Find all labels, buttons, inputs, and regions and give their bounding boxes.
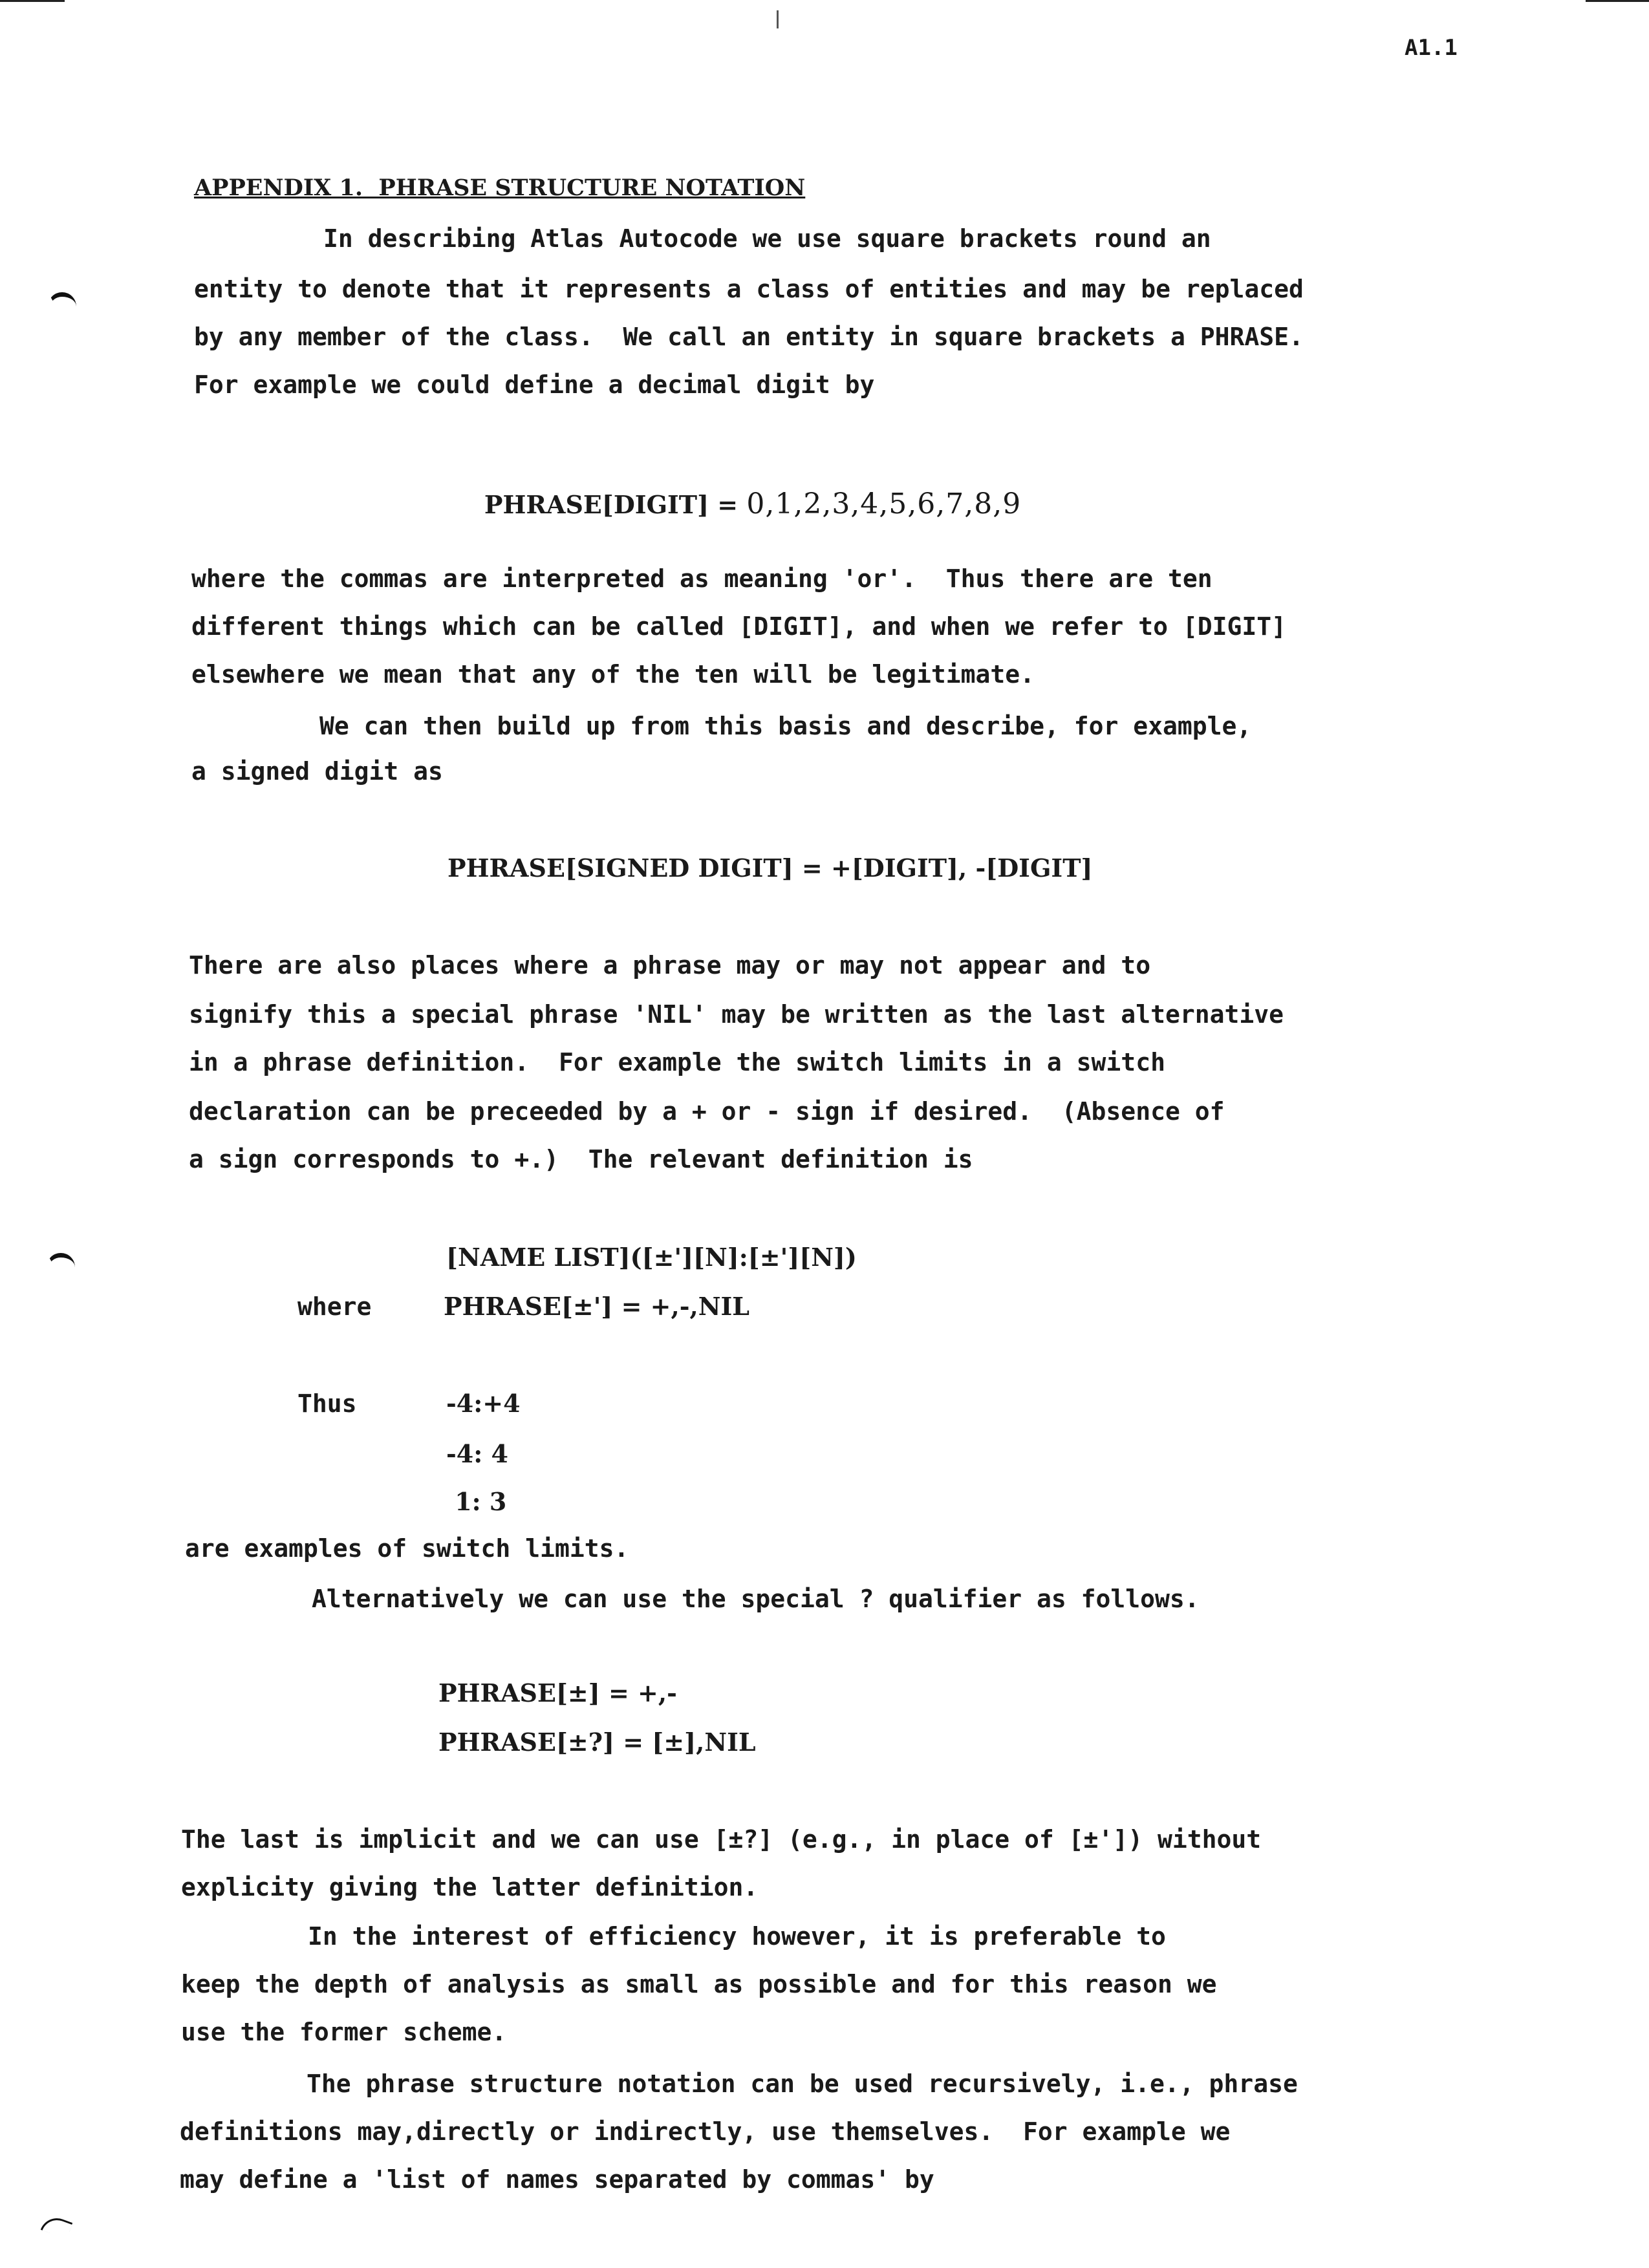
text-line: different things which can be called [DIGIT], and when we refer to [DIGIT] <box>191 612 1286 641</box>
top-right-scan-line <box>1586 0 1649 2</box>
text-line: in a phrase definition. For example the switch limits in a switch <box>189 1048 1165 1076</box>
digit-formula <box>450 465 1021 543</box>
text-line: signify this a special phrase 'NIL' may be written as the last alternative <box>189 1000 1284 1029</box>
text-line: keep the depth of analysis as small as possible and for this reason we <box>181 1970 1217 1998</box>
signed-digit-formula: PHRASE[SIGNED DIGIT] = +[DIGIT], -[DIGIT] <box>447 853 1093 883</box>
digit-formula-rhs: 0,1,2,3,4,5,6,7,8,9 <box>746 487 1022 520</box>
text-line: a signed digit as <box>191 757 443 786</box>
qualifier-definition: PHRASE[±] = +,- <box>438 1678 677 1707</box>
text-line: There are also places where a phrase may or may not appear and to <box>189 951 1151 979</box>
text-line: The last is implicit and we can use [±?] (e.g., in place of [±']) without <box>181 1825 1262 1854</box>
thus-label: Thus <box>297 1389 357 1418</box>
top-left-scan-line <box>0 0 65 2</box>
text-line: The phrase structure notation can be used recursively, i.e., phrase <box>307 2070 1298 2098</box>
switch-example: 1: 3 <box>446 1487 507 1516</box>
text-line: In the interest of efficiency however, it is preferable to <box>308 1922 1166 1951</box>
text-line: where the commas are interpreted as meaning 'or'. Thus there are ten <box>191 564 1212 593</box>
text-line: declaration can be preceeded by a + or - sign if desired. (Absence of <box>189 1097 1225 1126</box>
text-line: In describing Atlas Autocode we use square brackets round an <box>323 224 1211 253</box>
text-line: Alternatively we can use the special ? qualifier as follows. <box>312 1585 1200 1613</box>
text-line: definitions may,directly or indirectly, use themselves. For example we <box>180 2117 1231 2146</box>
punch-mark-3 <box>41 2213 73 2239</box>
qualifier-definition: PHRASE[±?] = [±],NIL <box>438 1728 756 1757</box>
text-line: are examples of switch limits. <box>185 1534 629 1563</box>
text-line: by any member of the class. We call an entity in square brackets a PHRASE. <box>194 323 1304 351</box>
text-line: a sign corresponds to +.) The relevant definition is <box>189 1145 973 1173</box>
punch-mark-1 <box>48 292 76 312</box>
digit-formula-lhs: PHRASE[DIGIT] = <box>484 490 747 519</box>
where-label: where <box>297 1292 372 1321</box>
text-line: may define a 'list of names separated by commas' by <box>180 2165 934 2194</box>
text-line: explicity giving the latter definition. <box>181 1873 759 1901</box>
switch-example: -4:+4 <box>446 1389 521 1418</box>
text-line: We can then build up from this basis and describe, for example, <box>319 712 1252 740</box>
text-line: For example we could define a decimal digit by <box>194 370 875 399</box>
switch-phrase-definition: PHRASE[±'] = +,-,NIL <box>444 1292 749 1321</box>
text-line: use the former scheme. <box>181 2018 507 2046</box>
switch-example: -4: 4 <box>446 1439 508 1468</box>
punch-mark-2 <box>47 1253 75 1273</box>
top-center-mark <box>777 10 779 28</box>
appendix-heading: APPENDIX 1. PHRASE STRUCTURE NOTATION <box>194 175 806 201</box>
switch-definition: [NAME LIST]([±'][N]:[±'][N]) <box>446 1243 857 1272</box>
text-line: elsewhere we mean that any of the ten will be legitimate. <box>191 660 1035 689</box>
page-number: A1.1 <box>1405 35 1458 61</box>
text-line: entity to denote that it represents a class of entities and may be replaced <box>194 275 1304 303</box>
